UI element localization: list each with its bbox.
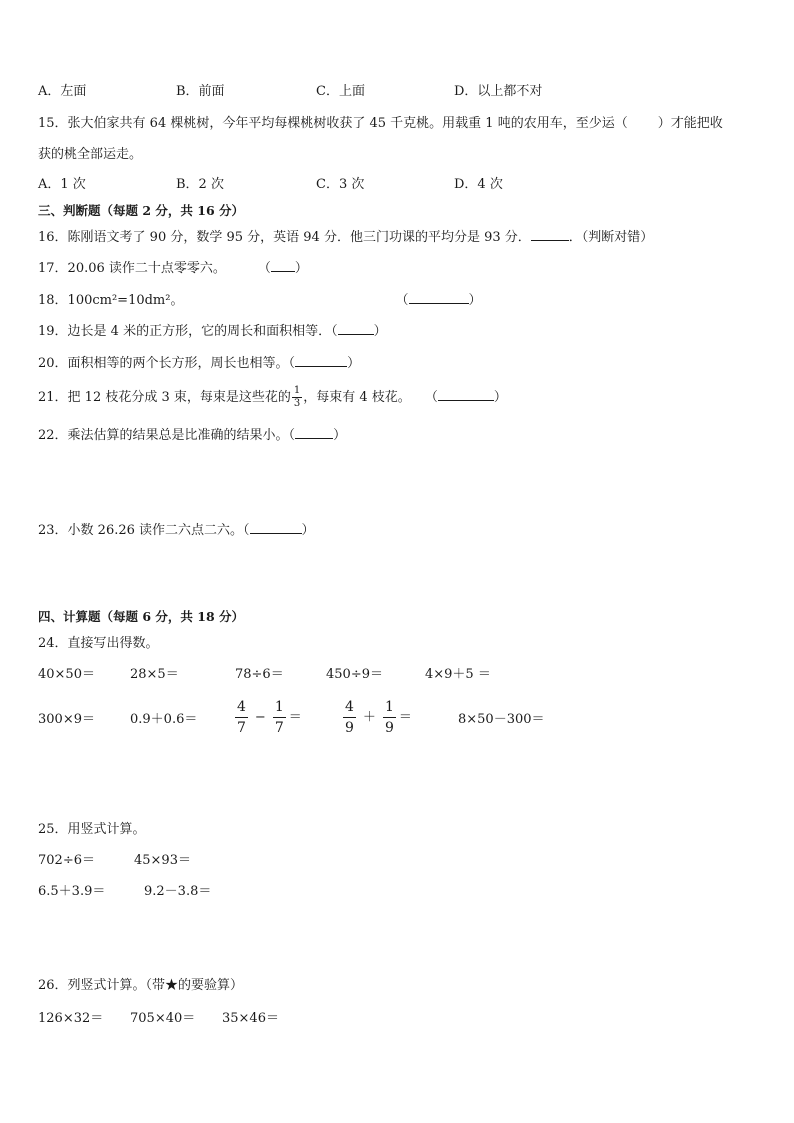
q23-paren-close: ） — [301, 523, 315, 538]
q15-text-post: ）才能把收 — [657, 116, 723, 131]
q18-paren-open: （ — [395, 293, 409, 308]
q25-item: 45×93＝ — [134, 853, 191, 868]
q14-option-d: D．以上都不对 — [454, 84, 543, 99]
q16 — [38, 228, 653, 247]
q21-text-post: ，每束有 4 枝花。 — [303, 390, 411, 405]
numerator: 1 — [273, 700, 286, 718]
numerator: 4 — [343, 700, 356, 718]
q25-item: 6.5＋3.9＝ — [38, 884, 106, 899]
q22-text: 22．乘法估算的结果总是比准确的结果小。 — [38, 428, 289, 443]
q17-blank[interactable] — [271, 259, 295, 272]
q22-paren-open: （ — [288, 428, 296, 443]
q18-text: 18．100cm²=10dm²。 — [38, 293, 184, 308]
q15-line2: 获的桃全部运走。 — [38, 147, 143, 162]
q15-option-a: A．1 次 — [38, 177, 86, 192]
denominator: 7 — [237, 720, 246, 736]
operator: − — [254, 710, 266, 725]
q26-item: 35×46＝ — [222, 1011, 279, 1026]
q18-paren-close: ） — [468, 293, 482, 308]
q21-text-pre: 21．把 12 枝花分成 3 束，每束是这些花的 — [38, 390, 291, 405]
q15-line1 — [38, 115, 723, 133]
q22 — [38, 426, 346, 445]
section-3-title: 三、判断题（每题 2 分，共 16 分） — [38, 203, 245, 218]
operator: ＋ — [362, 710, 376, 725]
q24-item: 300×9＝ — [38, 712, 95, 727]
q26-item: 126×32＝ — [38, 1011, 104, 1026]
fraction — [273, 700, 286, 735]
q26-title: 26．列竖式计算。（带★的要验算） — [38, 978, 244, 993]
q22-paren-close: ） — [333, 428, 347, 443]
q23-paren-open: （ — [243, 523, 250, 538]
q14-option-c: C．上面 — [316, 84, 365, 99]
q21-blank[interactable] — [438, 388, 494, 401]
denominator: 9 — [384, 720, 394, 736]
q24-item: 40×50＝ — [38, 667, 95, 682]
q16-suffix: ．（判断对错） — [568, 230, 654, 245]
q17-paren-close: ） — [294, 261, 308, 276]
q24-item: 0.9＋0.6＝ — [130, 712, 198, 727]
q18 — [38, 291, 482, 310]
equals: ＝ — [288, 710, 302, 725]
section-4-title: 四、计算题（每题 6 分，共 18 分） — [38, 609, 245, 624]
q25-title: 25．用竖式计算。 — [38, 822, 146, 837]
q15-text-pre: 15．张大伯家共有 64 棵桃树，今年平均每棵桃树收获了 45 千克桃。用载重 1 吨的农用车，至少运（ — [38, 116, 628, 131]
q19-paren-close: ） — [373, 324, 387, 339]
q24-item: 78÷6＝ — [235, 667, 284, 682]
q20-paren-open: （ — [288, 356, 296, 371]
q20-paren-close: ） — [347, 356, 361, 371]
q21-paren-open: （ — [424, 390, 438, 405]
fraction — [343, 700, 356, 735]
equals: ＝ — [398, 710, 412, 725]
q25-item: 9.2－3.8＝ — [144, 884, 212, 899]
q22-blank[interactable] — [295, 426, 333, 439]
q24-item: 450÷9＝ — [326, 667, 383, 682]
q17 — [38, 259, 308, 278]
q19-blank[interactable] — [338, 322, 374, 335]
q23-text: 23．小数 26.26 读作二六点二六。 — [38, 523, 244, 538]
q14-option-a: A．左面 — [38, 84, 87, 99]
q17-paren-open: （ — [257, 261, 271, 276]
numerator: 1 — [383, 700, 396, 718]
q25-item: 702÷6＝ — [38, 853, 95, 868]
q21-paren-close: ） — [493, 390, 507, 405]
q19 — [38, 322, 387, 341]
q14-option-b: B．前面 — [176, 84, 225, 99]
q24-item: 28×5＝ — [130, 667, 179, 682]
q19-text: 19．边长是 4 米的正方形，它的周长和面积相等． — [38, 324, 332, 339]
q24-item: 8×50－300＝ — [458, 712, 545, 727]
fraction — [383, 700, 396, 735]
q23 — [38, 521, 315, 540]
q18-blank[interactable] — [409, 291, 469, 304]
q15-option-b: B．2 次 — [176, 177, 224, 192]
fraction — [235, 700, 248, 735]
q26-item: 705×40＝ — [130, 1011, 196, 1026]
q20-blank[interactable] — [295, 354, 347, 367]
numerator: 4 — [235, 700, 248, 718]
q20 — [38, 354, 360, 373]
q21-numerator: 1 — [293, 385, 301, 396]
q21 — [38, 386, 507, 409]
q16-blank[interactable] — [531, 228, 569, 241]
q15-option-c: C．3 次 — [316, 177, 365, 192]
q20-text: 20．面积相等的两个长方形，周长也相等。 — [38, 356, 289, 371]
q17-text: 17．20.06 读作二十点零零六。 — [38, 261, 226, 276]
q24-fraction-expression-2 — [342, 700, 414, 735]
q15-option-d: D．4 次 — [454, 177, 503, 192]
q16-text: 16．陈刚语文考了 90 分，数学 95 分，英语 94 分．他三门功课的平均分是 93 分． — [38, 230, 531, 245]
q23-blank[interactable] — [250, 521, 302, 534]
q24-title: 24．直接写出得数。 — [38, 636, 159, 651]
denominator: 9 — [345, 720, 354, 736]
q21-fraction — [292, 386, 302, 409]
q24-item: 4×9＋5 ＝ — [425, 667, 491, 682]
denominator: 7 — [274, 720, 284, 736]
q19-paren-open: （ — [331, 324, 338, 339]
q24-fraction-expression-1 — [234, 700, 304, 735]
q21-denominator: 3 — [293, 398, 301, 409]
